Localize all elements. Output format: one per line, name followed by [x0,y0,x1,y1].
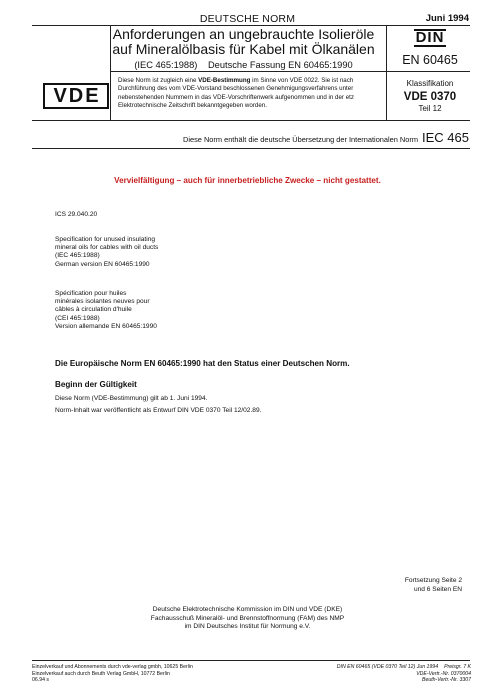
continuation-line-1: Fortsetzung Seite 2 [404,577,462,584]
classification-number: VDE 0370 [403,91,457,103]
french-line: câbles à circulation d'huile [55,306,132,314]
issuer-line: im DIN Deutsches Institut für Normung e.V. [184,623,311,631]
din-logo: DIN [415,29,445,46]
statement-line-4: Elektrotechnische Zeitschrift bekanntgegeben worden. [118,101,267,109]
footer-doc-id: DIN EN 60465 (VDE 0370 Teil 12) Jun 1994 [336,664,439,670]
din-identifier [390,29,470,67]
vde-logo-box [42,76,110,115]
status-statement: Die Europäische Norm EN 60465:1990 hat den Status einer Deutschen Norm. [55,359,350,368]
copy-warning: Vervielfältigung – auch für innerbetriebliche Zwecke – nicht gestattet. [114,176,381,185]
english-line: Specification for unused insulating [55,236,156,243]
issuer-line: Deutsche Elektrotechnische Kommission im DIN und VDE (DKE) [152,606,343,613]
title-subline [110,60,377,70]
din-number: EN 60465 [402,53,458,67]
footer-document-ref [337,664,471,684]
french-line: minérales isolantes neuves pour [55,298,150,306]
ics-code: ICS 29.040.20 [55,211,98,218]
footer-left-line: Einzelverkauf auch durch Beuth Verlag GmbH, 10772 Berlin [32,670,170,677]
title-line-2: auf Mineralölbasis für Kabel mit Ölkanälen [112,41,375,57]
statement-line-3: nebenstehenden Nummern in das VDE-Vorschriftenwerk aufgenommen und in der etz [118,93,354,101]
vde-statement [118,77,386,110]
footer-sales-info [32,664,193,684]
vde-bestimmung-label: VDE-Bestimmung [198,77,251,84]
frame-mid-line [110,71,470,72]
french-line: Version allemande EN 60465:1990 [55,322,157,330]
footer-right-line-1 [337,664,471,671]
iec-divider [32,148,470,149]
french-line: Spécification pour huiles [55,290,127,297]
issuer-block [0,606,495,632]
validity-heading: Beginn der Gültigkeit [55,380,137,389]
title-line-1: Anforderungen an ungebrauchte Isolieröle [112,26,375,42]
footer-left-line: 06.94 s [32,677,50,684]
english-line: (IEC 465:1988) [55,252,100,260]
iec-translation-note [183,130,469,145]
footer-divider [32,660,470,661]
vde-logo: VDE [43,83,108,109]
english-line: German version EN 60465:1990 [55,260,150,268]
statement-line-2: Durchführung des vom VDE-Vorstand beschlossenen Genehmigungsverfahrens unter [118,85,354,93]
frame-divider-left [110,25,111,120]
iec-number: IEC 465 [422,130,469,145]
footer-left-line: Einzelverkauf und Abonnements durch vde-verlag gmbh, 10625 Berlin [32,664,193,670]
document-title [110,27,377,70]
issuer-line: Fachausschuß Mineralöl- und Brennstoffnormung (FAM) des NMP [150,614,345,622]
classification-box [390,79,470,113]
frame-divider-right [386,25,387,120]
issue-date: Juni 1994 [425,13,469,24]
iec-note-text: Diese Norm enthält die deutsche Übersetzung der Internationalen Norm [183,135,419,144]
continuation-note [405,576,462,594]
statement-line-1: Diese Norm ist zugleich eine VDE-Bestimmung im Sinne von VDE 0022. Sie ist nach [118,77,354,84]
french-title-block [55,290,157,331]
continuation-line-2: und 6 Seiten EN [413,586,462,593]
english-line: mineral oils for cables with oil ducts [55,244,159,252]
standard-type: DEUTSCHE NORM [199,13,296,25]
iec-reference: (IEC 465:1988) [134,60,198,70]
validity-line-2: Norm-Inhalt war veröffentlicht als Entwurf DIN VDE 0370 Teil 12/02.89. [55,407,262,414]
frame-bottom-line [32,120,470,121]
vde-vertr-number: VDE-Vertr.-Nr. 0370004 [416,670,471,677]
german-version: Deutsche Fassung EN 60465:1990 [207,60,353,70]
classification-part: Teil 12 [418,104,442,113]
validity-line-1: Diese Norm (VDE-Bestimmung) gilt ab 1. Juni 1994. [55,395,208,402]
english-title-block [55,236,158,269]
french-line: (CEI 465:1988) [55,314,100,322]
price-group: Preisgr. 7 K [444,664,471,670]
beuth-vertr-number: Beuth-Vertr.-Nr. 3307 [421,677,471,684]
classification-label: Klassifikation [406,79,454,88]
